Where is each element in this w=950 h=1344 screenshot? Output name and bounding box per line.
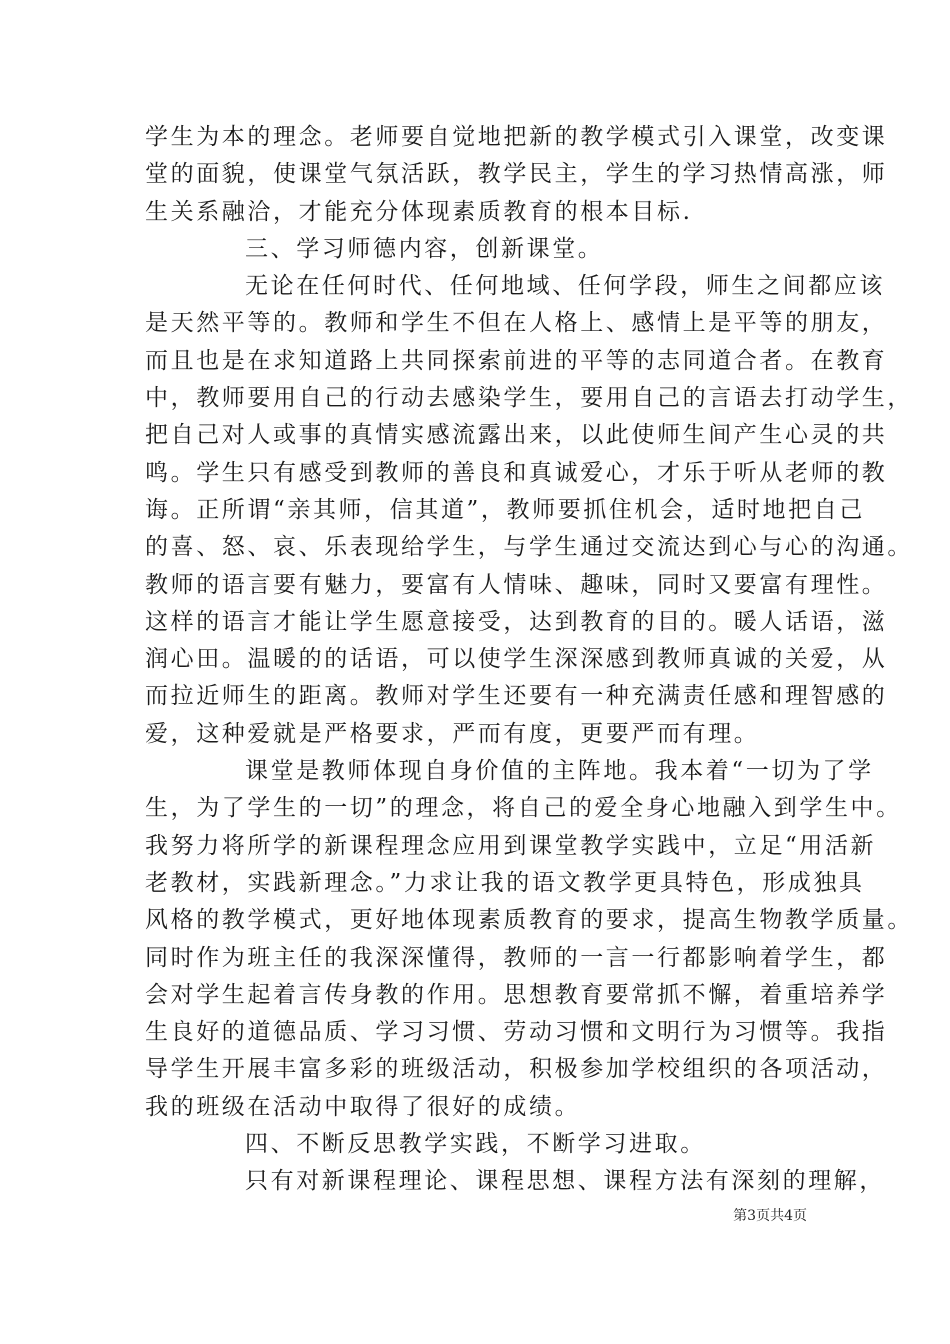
text-line: 我努力将所学的新课程理念应用到课堂教学实践中，立足“用活新	[145, 832, 877, 859]
text-line: 无论在任何时代、任何地域、任何学段，师生之间都应该	[245, 273, 885, 300]
page-number: 第3页共4页	[733, 1208, 807, 1224]
text-line: 学生为本的理念。老师要自觉地把新的教学模式引入课堂，改变课	[145, 124, 888, 150]
text-line: 爱，这种爱就是严格要求，严而有度，更要严而有理。	[145, 720, 760, 747]
text-line: 会对学生起着言传身教的作用。思想教育要常抓不懈，着重培养学	[145, 981, 888, 1008]
text-line: 同时作为班主任的我深深懂得，教师的一言一行都影响着学生，都	[145, 944, 888, 971]
text-line: 中，教师要用自己的行动去感染学生，要用自己的言语去打动学生，	[145, 385, 913, 412]
text-line: 教师的语言要有魅力，要富有人情味、趣味，同时又要富有理性。	[145, 571, 888, 598]
text-line: 导学生开展丰富多彩的班级活动，积极参加学校组织的各项活动，	[145, 1056, 888, 1083]
text-line: 而且也是在求知道路上共同探索前进的平等的志同道合者。在教育	[145, 347, 888, 374]
text-line: 风格的教学模式，更好地体现素质教育的要求，提高生物教学质量。	[145, 907, 913, 934]
text-line: 生，为了学生的一切”的理念，将自己的爱全身心地融入到学生中。	[145, 795, 902, 822]
text-line: 鸣。学生只有感受到教师的善良和真诚爱心，才乐于听从老师的教	[145, 459, 888, 486]
text-line: 课堂是教师体现自身价值的主阵地。我本着“一切为了学	[245, 758, 874, 785]
section-heading: 四、不断反思教学实践，不断学习进取。	[245, 1131, 706, 1158]
text-line: 这样的语言才能让学生愿意接受，达到教育的目的。暖人话语，滋	[145, 608, 888, 635]
text-line: 把自己对人或事的真情实感流露出来，以此使师生间产生心灵的共	[145, 422, 888, 449]
text-line: 的喜、怒、哀、乐表现给学生，与学生通过交流达到心与心的沟通。	[145, 534, 913, 561]
text-line: 润心田。温暖的的话语，可以使学生深深感到教师真诚的关爱，从	[145, 646, 888, 673]
text-line: 我的班级在活动中取得了很好的成绩。	[145, 1093, 581, 1120]
text-line: 老教材，实践新理念。”力求让我的语文教学更具特色，形成独具	[145, 869, 865, 896]
text-line: 是天然平等的。教师和学生不但在人格上、感情上是平等的朋友，	[145, 310, 888, 337]
body-text	[145, 119, 913, 1201]
text-line: 生关系融洽，才能充分体现素质教育的根本目标.	[145, 198, 693, 225]
text-line: 只有对新课程理论、课程思想、课程方法有深刻的理解，	[245, 1168, 885, 1195]
text-line: 生良好的道德品质、学习习惯、劳动习惯和文明行为习惯等。我指	[145, 1019, 888, 1046]
section-heading: 三、学习师德内容，创新课堂。	[245, 235, 604, 262]
text-line: 而拉近师生的距离。教师对学生还要有一种充满责任感和理智感的	[145, 683, 888, 710]
text-line: 诲。正所谓“亲其师，信其道”，教师要抓住机会，适时地把自己	[145, 496, 865, 523]
text-line: 堂的面貌，使课堂气氛活跃，教学民主，学生的学习热情高涨，师	[145, 161, 888, 188]
